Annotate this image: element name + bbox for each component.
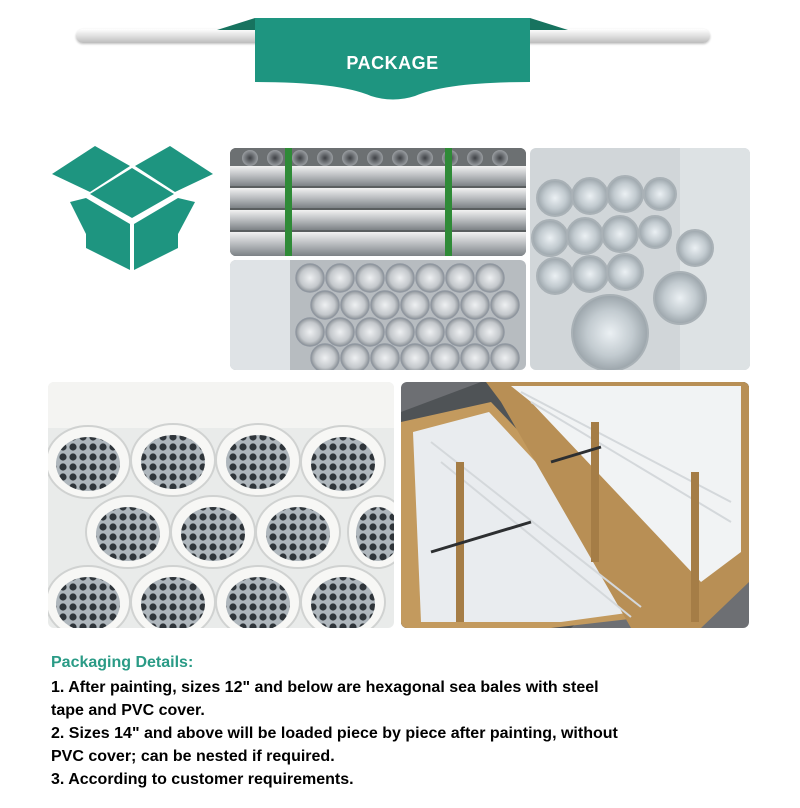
details-title: Packaging Details: (51, 654, 194, 671)
details-line: 3. According to customer requirements. (51, 771, 354, 788)
wooden-crate-pipes-photo (401, 382, 749, 628)
section-title: PACKAGE (346, 53, 439, 73)
strapped-pipe-bundle-photo (230, 148, 526, 256)
section-banner (215, 16, 570, 104)
pipe-ends-bundle-photo (230, 260, 526, 370)
film-wrapped-pipe-stack-photo (530, 148, 750, 370)
packaging-details (51, 654, 751, 791)
details-line: 1. After painting, sizes 12" and below are hexagonal sea bales with steel (51, 679, 599, 696)
details-line: PVC cover; can be nested if required. (51, 748, 335, 765)
hexagonal-sea-bales-photo (48, 382, 394, 628)
open-box-icon (50, 144, 215, 272)
details-line: tape and PVC cover. (51, 702, 205, 719)
details-line: 2. Sizes 14" and above will be loaded piece by piece after painting, without (51, 725, 618, 742)
